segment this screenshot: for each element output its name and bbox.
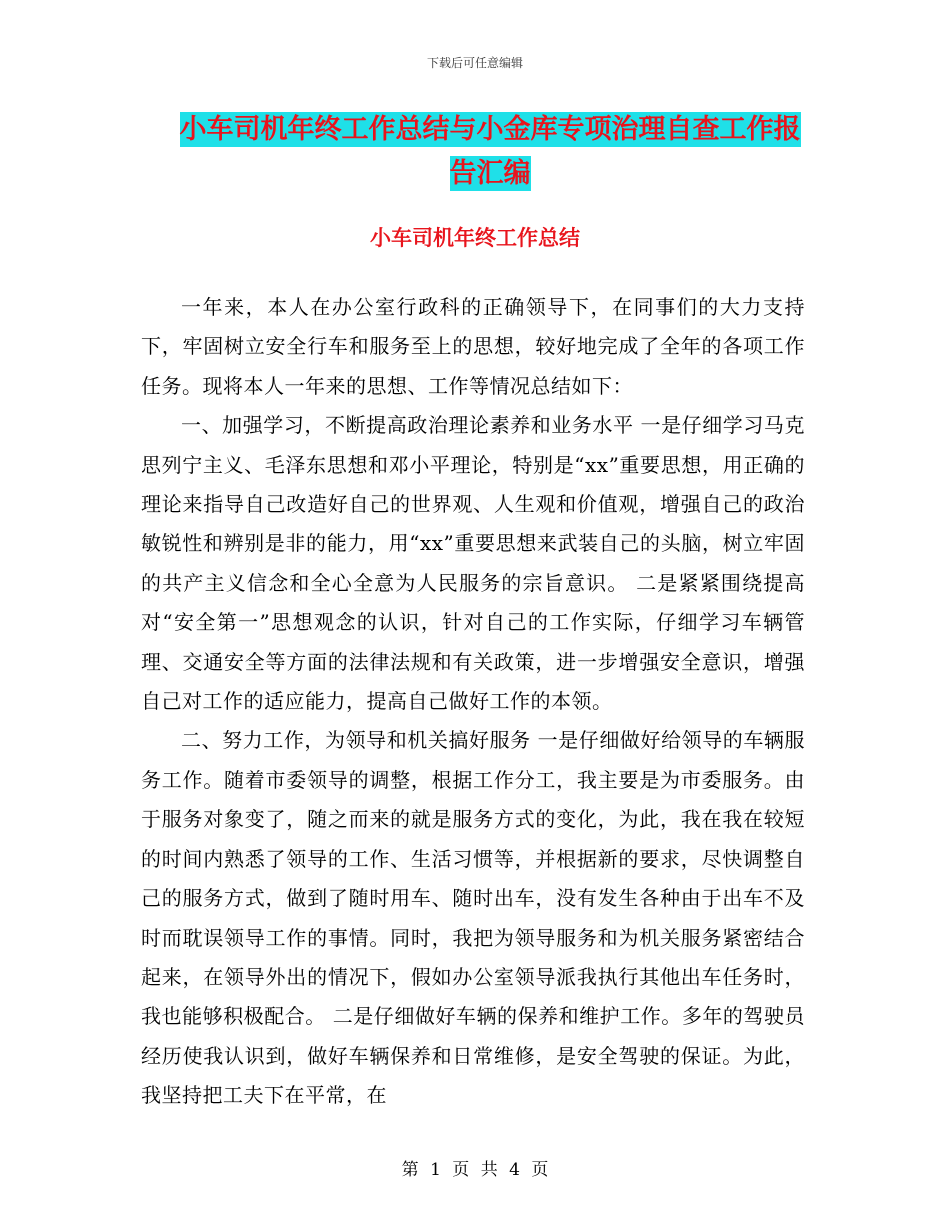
- document-title: [160, 108, 820, 196]
- paragraph: 一、加强学习，不断提高政治理论素养和业务水平 一是仔细学习马克思列宁主义、毛泽东思想和邓小平理论，特别是“xx”重要思想，用正确的理论来指导自己改造好自己的世界观、人生观和价值观，增强自己的政治敏锐性和辨别是非的能力，用“xx”重要思想来武装自己的头脑，树立牢固的共产主义信念和全心全意为人民服务的宗旨意识。 二是紧紧围绕提高对“安全第一”思想观念的认识，针对自己的工作实际，仔细学习车辆管理、交通安全等方面的法律法规和有关政策，进一步增强安全意识，增强自己对工作的适应能力，提高自己做好工作的本领。: [141, 413, 805, 714]
- document-body: [141, 288, 805, 1116]
- document-title-line-1: 小车司机年终工作总结与小金库专项治理自查工作报: [179, 114, 801, 145]
- paragraph: 一年来，本人在办公室行政科的正确领导下，在同事们的大力支持下，牢固树立安全行车和服务至上的思想，较好地完成了全年的各项工作任务。现将本人一年来的思想、工作等情况总结如下：: [141, 295, 805, 398]
- header-note: 下载后可任意编辑: [426, 56, 523, 70]
- paragraph: 二、努力工作，为领导和机关搞好服务 一是仔细做好给领导的车辆服务工作。随着市委领导的调整，根据工作分工，我主要是为市委服务。由于服务对象变了，随之而来的就是服务方式的变化，为此，我在我在较短的时间内熟悉了领导的工作、生活习惯等，并根据新的要求，尽快调整自己的服务方式，做到了随时用车、随时出车，没有发生各种由于出车不及时而耽误领导工作的事情。同时，我把为领导服务和为机关服务紧密结合起来，在领导外出的情况下，假如办公室领导派我执行其他出车任务时，我也能够积极配合。 二是仔细做好车辆的保养和维护工作。多年的驾驶员经历使我认识到，做好车辆保养和日常维修，是安全驾驶的保证。为此，我坚持把工夫下在平常，在: [141, 728, 805, 1108]
- section-title: 小车司机年终工作总结: [370, 226, 580, 250]
- document-title-line-2: 告汇编: [449, 158, 531, 189]
- page-number-footer: 第 1 页 共 4 页: [401, 1160, 549, 1180]
